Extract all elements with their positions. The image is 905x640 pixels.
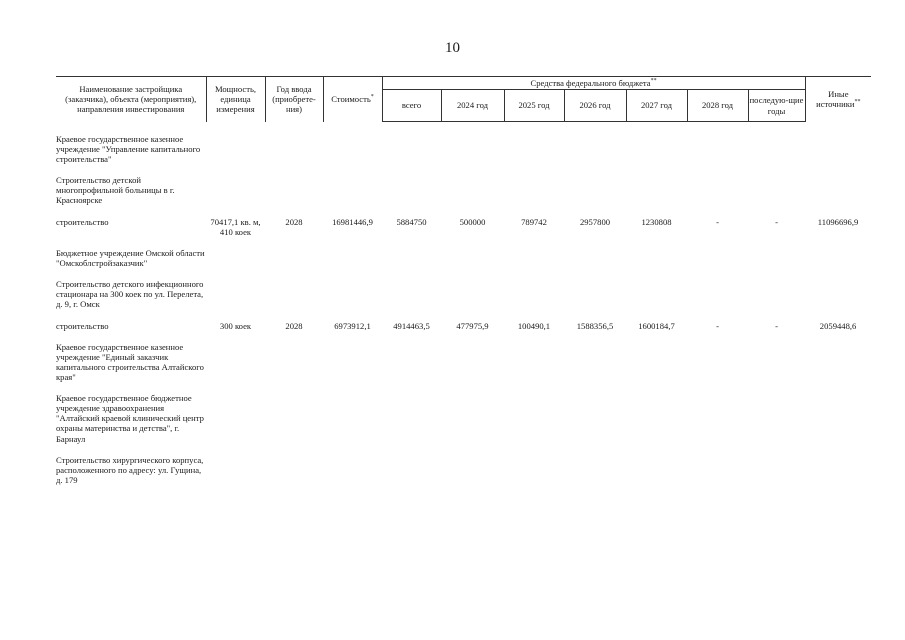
header-year: Год ввода (приобрете-ния) xyxy=(265,77,323,122)
cell-total: 5884750 xyxy=(396,216,427,227)
header-2024: 2024 год xyxy=(441,90,504,122)
cell-2026: 2957800 xyxy=(579,216,611,227)
cell-capacity: 300 коек xyxy=(219,321,252,332)
cell-total: 4914463,5 xyxy=(393,321,430,332)
row-name: строительство xyxy=(56,321,109,332)
cell-2028: - xyxy=(716,321,719,332)
cell-other-sources: 2059448,6 xyxy=(819,321,857,332)
cell-later-years: - xyxy=(775,321,778,332)
row-name: Бюджетное учреждение Омской области "Омскоблстройзаказчик" xyxy=(56,247,205,268)
cell-other-sources: 11096696,9 xyxy=(817,216,859,227)
page-number: 10 xyxy=(445,40,460,56)
cell-year: 2028 xyxy=(285,216,303,227)
cell-2025: 100490,1 xyxy=(517,321,551,332)
table-row xyxy=(56,205,871,237)
header-total: всего xyxy=(382,90,441,122)
table-row xyxy=(56,309,871,331)
budget-table xyxy=(56,76,871,485)
cell-capacity: 70417,1 кв. м, 410 коек xyxy=(210,216,261,237)
table-row xyxy=(56,268,871,309)
header-later-years: последую-щие годы xyxy=(748,90,805,122)
row-name: Строительство детского инфекционного стационара на 300 коек по ул. Перелета, д. 9, г. Омск xyxy=(56,278,204,310)
cell-cost: 16981446,9 xyxy=(332,216,373,227)
header-name: Наименование застройщика (заказчика), объекта (мероприятия), направления инвестирования xyxy=(56,77,206,122)
table-row xyxy=(56,444,871,485)
cell-2025: 789742 xyxy=(521,216,547,227)
header-cost: Стоимость* xyxy=(323,77,382,122)
header-2025: 2025 год xyxy=(504,90,564,122)
cell-2024: 477975,9 xyxy=(456,321,489,332)
header-other-sources: Иные источники** xyxy=(805,77,871,122)
cell-2026: 1588356,5 xyxy=(576,321,614,332)
row-name: Краевое государственное казенное учреждение "Управление капитального строительства" xyxy=(56,133,201,164)
cell-2027: 1230808 xyxy=(641,216,672,227)
cell-cost: 6973912,1 xyxy=(334,321,371,332)
header-2028: 2028 год xyxy=(687,90,748,122)
cell-later-years: - xyxy=(775,216,778,227)
cell-2024: 500000 xyxy=(459,216,486,227)
cell-2027: 1600184,7 xyxy=(638,321,675,332)
cell-year: 2028 xyxy=(285,321,303,332)
row-name: Краевое государственное казенное учреждение "Единый заказчик капитального строительства Алтайского края" xyxy=(56,342,204,383)
table-row xyxy=(56,331,871,382)
cell-2028: - xyxy=(716,216,719,227)
header-federal-budget: Средства федерального бюджета** xyxy=(382,77,805,90)
header-capacity: Мощность, единица измерения xyxy=(206,77,265,122)
table-row xyxy=(56,164,871,205)
row-name: Строительство хирургического корпуса, расположенного по адресу: ул. Гущина, д. 179 xyxy=(56,454,204,485)
table-row xyxy=(56,237,871,268)
table-row xyxy=(56,382,871,443)
table-row xyxy=(56,122,871,164)
table-header xyxy=(56,77,871,122)
header-2026: 2026 год xyxy=(564,90,626,122)
table-body xyxy=(56,122,871,485)
header-2027: 2027 год xyxy=(626,90,687,122)
row-name: Краевое государственное бюджетное учреждение здравоохранения "Алтайский краевой клинический центр охраны материнства и детства", г. Барнаул xyxy=(56,393,204,444)
row-name: строительство xyxy=(56,216,109,227)
row-name: Строительство детской многопрофильной больницы в г. Красноярске xyxy=(56,174,175,205)
